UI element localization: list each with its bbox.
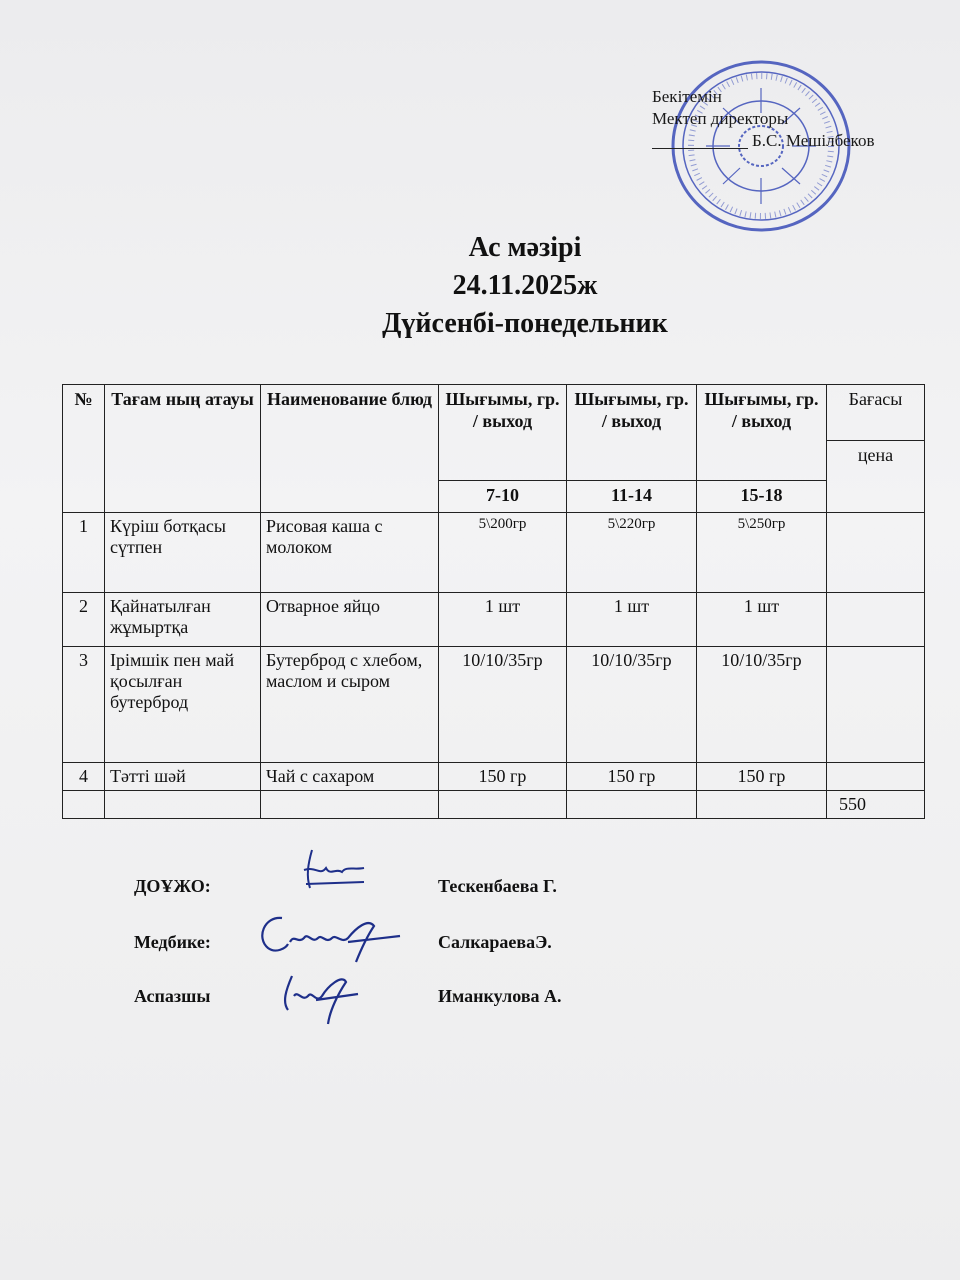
row-price (827, 593, 925, 647)
header-dish-kz: Тағам ның атауы (105, 385, 261, 513)
row-output: 10/10/35гр (697, 647, 827, 763)
signer-name: Тескенбаева Г. (438, 876, 557, 896)
handwritten-signature (298, 846, 370, 896)
row-dish-ru: Рисовая каша с молоком (261, 513, 439, 593)
header-price-ru: цена (827, 441, 925, 513)
age-group: 15-18 (697, 481, 827, 513)
age-group: 7-10 (439, 481, 567, 513)
row-dish-kz: Тәтті шәй (105, 763, 261, 791)
row-output: 1 шт (567, 593, 697, 647)
total-price: 550 (827, 791, 925, 819)
row-output: 5\200гр (439, 513, 567, 593)
signature-line (652, 148, 748, 149)
row-price (827, 513, 925, 593)
header-output-3: Шығымы, гр. / выход (697, 385, 827, 481)
row-no: 4 (63, 763, 105, 791)
age-group: 11-14 (567, 481, 697, 513)
row-price (827, 763, 925, 791)
menu-date: 24.11.2025ж (452, 270, 598, 301)
row-no: 3 (63, 647, 105, 763)
director-name: Б.С. Мешілбеков (752, 131, 875, 150)
row-output: 150 гр (439, 763, 567, 791)
row-price (827, 647, 925, 763)
header-price-kz: Бағасы (827, 385, 925, 441)
menu-title: Ас мәзірі (468, 232, 582, 263)
approval-line3 (652, 130, 874, 152)
row-dish-ru: Бутерброд с хлебом, маслом и сыром (261, 647, 439, 763)
approval-line2: Мектеп директоры (652, 109, 789, 128)
header-no: № (63, 385, 105, 513)
row-no: 1 (63, 513, 105, 593)
row-no: 2 (63, 593, 105, 647)
table-row (63, 593, 925, 647)
row-output: 10/10/35гр (439, 647, 567, 763)
table-row (63, 763, 925, 791)
table-row (63, 647, 925, 763)
menu-table (62, 384, 925, 819)
role-label: Аспазшы (134, 986, 211, 1006)
row-dish-ru: Чай с сахаром (261, 763, 439, 791)
total-row (63, 791, 925, 819)
row-dish-kz: Ірімшік пен май қосылған бутерброд (105, 647, 261, 763)
signer-name: СалкараеваЭ. (438, 932, 552, 952)
row-output: 10/10/35гр (567, 647, 697, 763)
row-dish-ru: Отварное яйцо (261, 593, 439, 647)
role-label: Медбике: (134, 932, 211, 952)
signer-name: Иманкулова А. (438, 986, 562, 1006)
table-row (63, 513, 925, 593)
header-output-2: Шығымы, гр. / выход (567, 385, 697, 481)
row-output: 150 гр (567, 763, 697, 791)
row-dish-kz: Қайнатылған жұмыртқа (105, 593, 261, 647)
menu-day: Дүйсенбі-понедельник (382, 308, 668, 339)
handwritten-signature (252, 908, 402, 964)
handwritten-signature (272, 966, 362, 1026)
row-output: 5\250гр (697, 513, 827, 593)
row-output: 1 шт (697, 593, 827, 647)
header-dish-ru: Наименование блюд (261, 385, 439, 513)
header-output-1: Шығымы, гр. / выход (439, 385, 567, 481)
role-label: ДОҰЖО: (134, 876, 211, 896)
row-dish-kz: Күріш ботқасы сүтпен (105, 513, 261, 593)
row-output: 150 гр (697, 763, 827, 791)
approval-line1: Бекітемін (652, 87, 722, 106)
row-output: 1 шт (439, 593, 567, 647)
approval-block (652, 86, 874, 152)
row-output: 5\220гр (567, 513, 697, 593)
